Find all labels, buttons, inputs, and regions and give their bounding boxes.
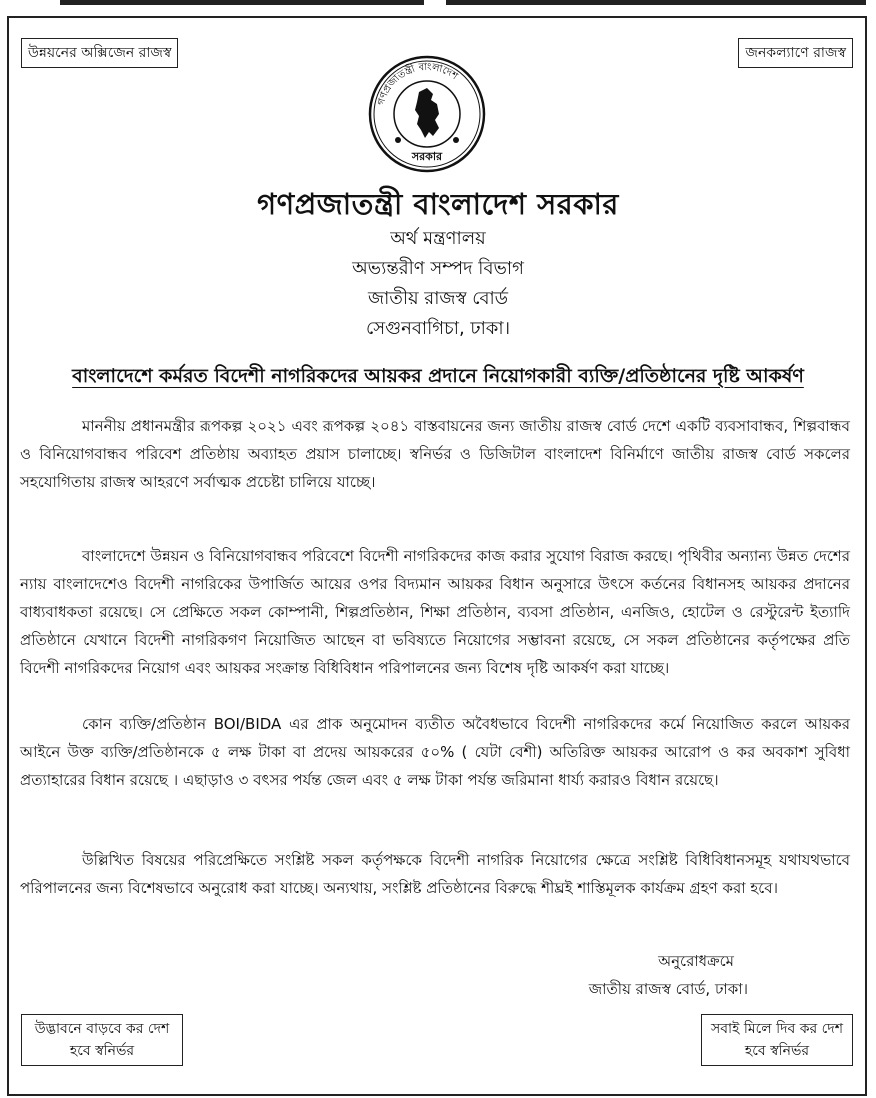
board-name: জাতীয় রাজস্ব বোর্ড <box>368 288 508 309</box>
map-icon <box>415 88 439 138</box>
signature-line-1: অনুরোধক্রমে <box>658 952 734 970</box>
ministry-name: অর্থ মন্ত্রণালয় <box>390 228 486 249</box>
slogan-top-right: জনকল্যাণে রাজস্ব <box>738 38 853 68</box>
government-title: গণপ্রজাতন্ত্রী বাংলাদেশ সরকার <box>257 187 619 221</box>
top-rule-left <box>60 0 424 5</box>
slogan-bottom-right: সবাই মিলে দিব কর দেশ হবে স্বনির্ভর <box>701 1014 853 1066</box>
slogan-top-left: উন্নয়নের অক্সিজেন রাজস্ব <box>21 38 178 68</box>
notice-headline: বাংলাদেশে কর্মরত বিদেশী নাগরিকদের আয়কর প্রদানে নিয়োগকারী ব্যক্তি/প্রতিষ্ঠানের দৃষ্টি আকর্ষণ <box>72 365 804 387</box>
office-location: সেগুনবাগিচা, ঢাকা। <box>365 318 511 339</box>
paragraph-2: বাংলাদেশে উন্নয়ন ও বিনিয়োগবান্ধব পরিবেশে বিদেশী নাগরিকদের কাজ করার সুযোগ বিরাজ করছে। পৃথিবীর অন্যান্য উন্নত দেশের ন্যায় বাংলাদেশেও বিদেশী নাগরিকের উপার্জিত আয়ের ওপর বিদ্যমান আয়কর বিধান অনুসারে উৎসে কর্তনের বিধানসহ আয়কর প্রদানের বাধ্যবাধকতা রয়েছে। সে প্রেক্ষিতে সকল কোম্পানী, শিল্পপ্রতিষ্ঠান, শিক্ষা প্রতিষ্ঠান, ব্যবসা প্রতিষ্ঠান, এনজিও, হোটেল ও রেস্টুরেন্ট ইত্যাদি প্রতিষ্ঠানে যেখানে বিদেশী নাগরিকগণ নিয়োজিত আছেন বা ভবিষ্যতে নিয়োগের সম্ভাবনা রয়েছে, সে সকল প্রতিষ্ঠানের কর্তৃপক্ষের প্রতি বিদেশী নাগরিকদের নিয়োগ এবং আয়কর সংক্রান্ত বিধিবিধান পরিপালনের জন্য বিশেষ দৃষ্টি আকর্ষণ করা যাচ্ছে। <box>20 547 850 677</box>
seal-bottom-text: সরকার <box>411 150 443 163</box>
government-seal-icon <box>367 54 487 174</box>
seal-ring-text: গণপ্রজাতন্ত্রী বাংলাদেশ <box>375 61 460 107</box>
slogan-bottom-left: উদ্ভাবনে বাড়বে কর দেশ হবে স্বনির্ভর <box>21 1014 183 1066</box>
paragraph-4: উল্লিখিত বিষয়ের পরিপ্রেক্ষিতে সংশ্লিষ্ট সকল কর্তৃপক্ষকে বিদেশী নাগরিক নিয়োগের ক্ষেত্রে সংশ্লিষ্ট বিধিবিধানসমূহ যথাযথভাবে পরিপালনের জন্য বিশেষভাবে অনুরোধ করা যাচ্ছে। অন্যথায়, সংশ্লিষ্ট প্রতিষ্ঠানের বিরুদ্ধে শীঘ্রই শাস্তিমূলক কার্যক্রম গ্রহণ করা হবে। <box>20 851 850 897</box>
paragraph-1: মাননীয় প্রধানমন্ত্রীর রূপকল্প ২০২১ এবং রূপকল্প ২০৪১ বাস্তবায়নের জন্য জাতীয় রাজস্ব বোর্ড দেশে একটি ব্যবসাবান্ধব, শিল্পবান্ধব ও বিনিয়োগবান্ধব পরিবেশ প্রতিষ্ঠায় অব্যাহত প্রয়াস চালাচ্ছে। স্বনির্ভর ও ডিজিটাল বাংলাদেশ বিনির্মাণে জাতীয় রাজস্ব বোর্ড সকলের সহযোগিতায় রাজস্ব আহরণে সর্বাত্মক প্রচেষ্টা চালিয়ে যাচ্ছে। <box>20 417 850 491</box>
top-rule-right <box>446 0 866 5</box>
signature-line-2: জাতীয় রাজস্ব বোর্ড, ঢাকা। <box>588 980 748 998</box>
paragraph-3: কোন ব্যক্তি/প্রতিষ্ঠান BOI/BIDA এর প্রাক অনুমোদন ব্যতীত অবৈধভাবে বিদেশী নাগরিকদের কর্মে নিয়োজিত করলে আয়কর আইনে উক্ত ব্যক্তি/প্রতিষ্ঠানকে ৫ লক্ষ টাকা বা প্রদেয় আয়করের ৫০% ( যেটা বেশী) অতিরিক্ত আয়কর আরোপ ও কর অবকাশ সুবিধা প্রত্যাহারের বিধান রয়েছে । এছাড়াও ৩ বৎসর পর্যন্ত জেল এবং ৫ লক্ষ টাকা পর্যন্ত জরিমানা ধার্য্য করারও বিধান রয়েছে। <box>20 715 850 789</box>
division-name: অভ্যন্তরীণ সম্পদ বিভাগ <box>352 258 524 279</box>
